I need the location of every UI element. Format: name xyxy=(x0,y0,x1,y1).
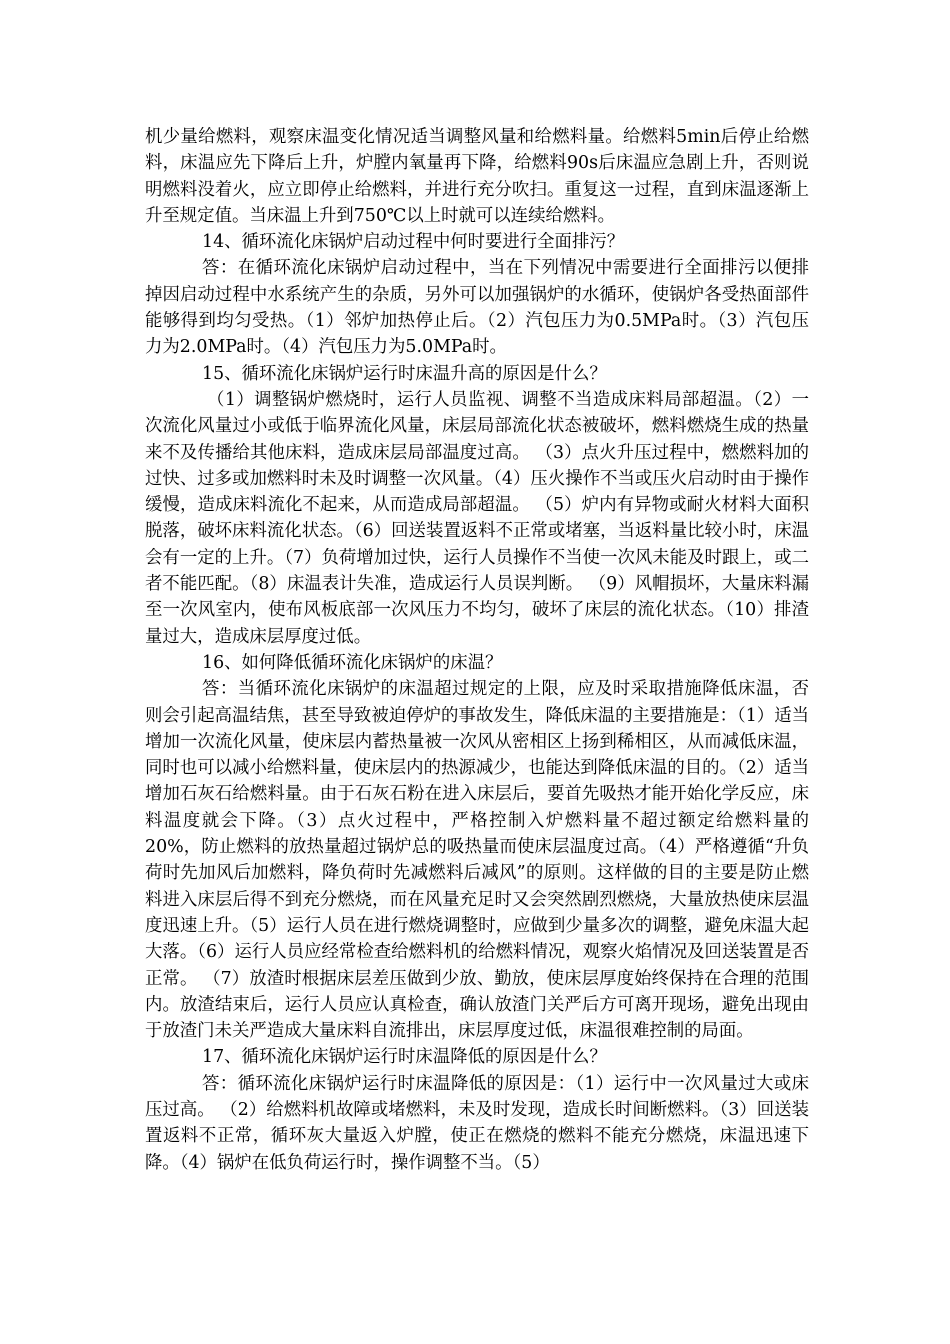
document-body xyxy=(145,124,809,1176)
question-15: 15、循环流化床锅炉运行时床温升高的原因是什么？ xyxy=(202,363,607,384)
question-16: 16、如何降低循环流化床锅炉的床温？ xyxy=(202,652,503,673)
paragraph-answer-continuation: 机少量给燃料，观察床温变化情况适当调整风量和给燃料量。给燃料5min后停止给燃料，床温应先下降后上升，炉膛内氧量再下降，给燃料90s后床温应急剧上升，否则说明燃料没着火，应立即停止给燃料，并进行充分吹扫。重复这一过程，直到床温逐渐上升至规定值。当床温上升到750℃以上时就可以连续给燃料。 xyxy=(145,127,809,226)
question-17: 17、循环流化床锅炉运行时床温降低的原因是什么？ xyxy=(202,1047,607,1068)
answer-16: 答：当循环流化床锅炉的床温超过规定的上限，应及时采取措施降低床温，否则会引起高温结焦，甚至导致被迫停炉的事故发生，降低床温的主要措施是：（1）适当增加一次流化风量，使床层内蓄热量被一次风从密相区上扬到稀相区，从而减低床温，同时也可以减小给燃料量，使床层内的热源减少，也能达到降低床温的目的。（2）适当增加石灰石给燃料量。由于石灰石粉在进入床层后，要首先吸热才能开始化学反应，床料温度就会下降。（3）点火过程中，严格控制入炉燃料量不超过额定给燃料量的20%，防止燃料的放热量超过锅炉总的吸热量而使床层温度过高。（4）严格遵循“升负荷时先加风后加燃料，降负荷时先减燃料后减风”的原则。这样做的目的主要是防止燃料进入床层后得不到充分燃烧，而在风量充足时又会突然剧烈燃烧，大量放热使床层温度迅速上升。（5）运行人员在进行燃烧调整时，应做到少量多次的调整，避免床温大起大落。（6）运行人员应经常检查给燃料机的给燃料情况，观察火焰情况及回送装置是否正常。 （7）放渣时根据床层差压做到少放、勤放，使床层厚度始终保持在合理的范围内。放渣结束后，运行人员应认真检查，确认放渣门关严后方可离开现场，避免出现由于放渣门未关严造成大量床料自流排出，床层厚度过低，床温很难控制的局面。 xyxy=(145,679,809,1042)
answer-14: 答：在循环流化床锅炉启动过程中，当在下列情况中需要进行全面排污以便排掉因启动过程中水系统产生的杂质，另外可以加强锅炉的水循环，使锅炉各受热面部件能够得到均匀受热。（1）邻炉加热停止后。（2）汽包压力为0.5MPa时。（3）汽包压力为2.0MPa时。（4）汽包压力为5.0MPa时。 xyxy=(145,258,809,358)
answer-15: （1）调整锅炉燃烧时，运行人员监视、调整不当造成床料局部超温。（2）一次流化风量过小或低于临界流化风量，床层局部流化状态被破坏，燃料燃烧生成的热量来不及传播给其他床料，造成床层局部温度过高。 （3）点火升压过程中，燃燃料加的过快、过多或加燃料时未及时调整一次风量。（4）压火操作不当或压火启动时由于操作缓慢，造成床料流化不起来，从而造成局部超温。 （5）炉内有异物或耐火材料大面积脱落，破坏床料流化状态。（6）回送装置返料不正常或堵塞，当返料量比较小时，床温会有一定的上升。（7）负荷增加过快，运行人员操作不当使一次风未能及时跟上，或二者不能匹配。（8）床温表计失准，造成运行人员误判断。 （9）风帽损坏，大量床料漏至一次风室内，使布风板底部一次风压力不均匀，破坏了床层的流化状态。（10）排渣量过大，造成床层厚度过低。 xyxy=(145,389,809,647)
answer-17: 答：循环流化床锅炉运行时床温降低的原因是：（1）运行中一次风量过大或床压过高。 （2）给燃料机故障或堵燃料，未及时发现，造成长时间断燃料。（3）回送装置返料不正常，循环灰大量返入炉膛，使正在燃烧的燃料不能充分燃烧，床温迅速下降。（4）锅炉在低负荷运行时，操作调整不当。（5） xyxy=(145,1073,809,1173)
question-14: 14、循环流化床锅炉启动过程中何时要进行全面排污？ xyxy=(202,232,625,253)
